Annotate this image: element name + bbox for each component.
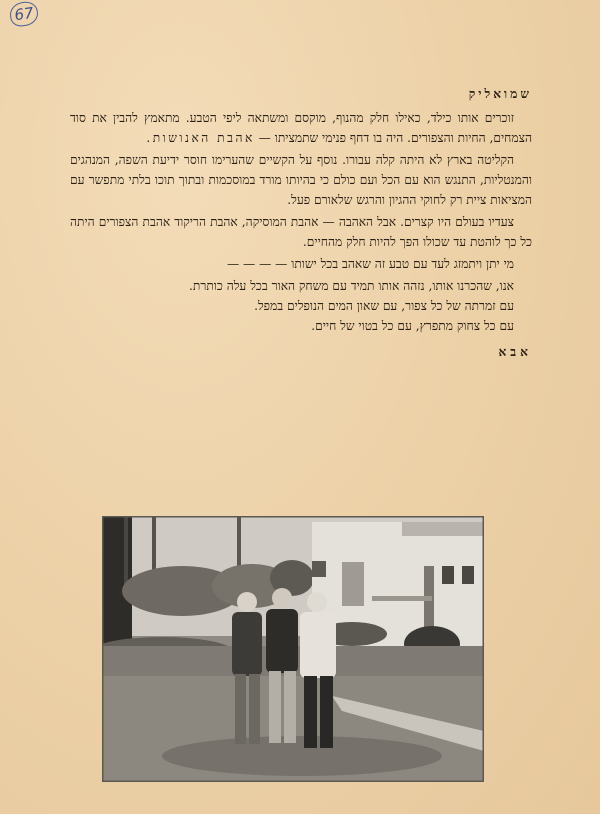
text-line: הריקוד אהבת הצפורים היתה כל כך לוהטת עד שכולו הפך להיות חלק [70, 215, 532, 249]
text-line: צעדיו בעולם היו קצרים. אבל האהבה — אהבת המוסיקה, אהבת [210, 215, 514, 229]
text-line: לחוקי ההגיון והרגש שלאורם פעל. [287, 193, 446, 207]
family-photo [102, 516, 484, 782]
text-line: שתמציתו — [258, 131, 319, 145]
paragraph-remembrance [70, 276, 532, 336]
text-line: עם כל צחוק מתפרץ, עם כל בטוי של חיים. [311, 319, 514, 333]
memorial-title: שמואליק [468, 87, 532, 101]
text-line-emphasis: אהבת האנושות. [146, 131, 255, 145]
paragraph-love [70, 212, 532, 252]
text-line: עם זמרתה של כל צפור, עם שאון המים הנופלים במפל. [254, 299, 514, 313]
page-number: 67 [8, 0, 39, 28]
text-line: בהיותו מורד במוסכמות ובתוך תוכו בלתי מתפשר עם המציאות ציית רק [70, 173, 532, 207]
paragraph-absorption [70, 150, 532, 210]
signature: אבא [498, 345, 532, 359]
text-line: מתאמץ להבין את סוד הצמחים, החיות והצפורים. היה בו דחף פנימי [70, 111, 532, 145]
text-line: זוכרים אותו כילד, כאילו חלק מהנוף, מוקסם ומשתאה ליפי הטבע. [185, 111, 514, 125]
text-line: הקליטה בארץ לא היתה קלה עבורו. נוסף על הקשיים שהערימו חוסר [183, 153, 514, 167]
text-line: אנו, שהכרנו אותו, נזהה אותו תמיד עם משחק האור בכל עלה כותרת. [189, 279, 514, 293]
memorial-text [70, 84, 532, 362]
text-line: ידיעת השפה, המנהגים והמנטליות, התנגש הוא עם הכל ועם כולם כי [70, 153, 532, 187]
paragraph-wish: מי יתן ויתמזג לעד עם טבע זה שאהב בכל ישותו — — — — [226, 257, 514, 271]
text-line: מהחיים. [302, 235, 343, 249]
paragraph-childhood [70, 108, 532, 148]
